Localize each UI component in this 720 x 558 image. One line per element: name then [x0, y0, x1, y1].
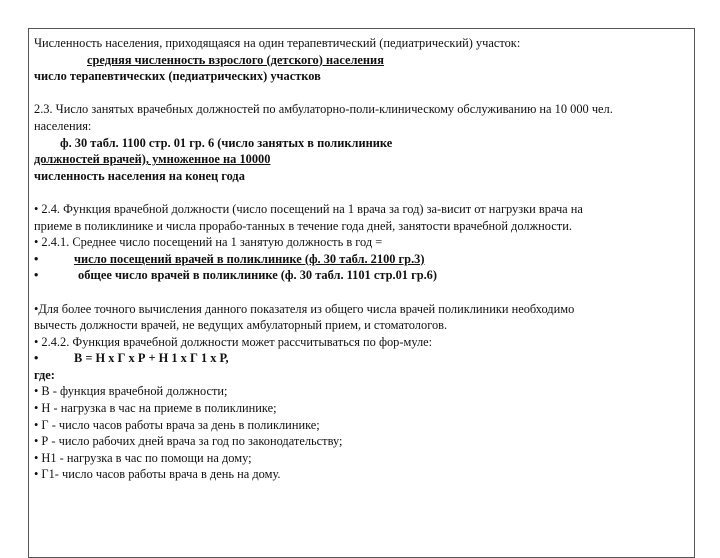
paragraph-note-cont: вычесть должности врачей, не ведущих амбулаторный прием, и стоматологов.: [34, 318, 448, 333]
fraction-denominator: число терапевтических (педиатрических) участков: [34, 69, 321, 84]
formula-numerator-cont: [34, 151, 689, 168]
formula-2-4-1-denominator-row: [34, 267, 689, 284]
formula-2-4-2: В = Н х Г х Р + Н 1 х Г 1 х Р,: [74, 351, 229, 366]
formula-numerator-cont-text: должностей врачей), умноженное на 10000: [34, 152, 271, 167]
formula-2-4-1-numerator-row: [34, 251, 689, 268]
paragraph-2-3-cont: населения:: [34, 118, 92, 133]
fraction-numerator: средняя численность взрослого (детского) населения: [87, 52, 384, 67]
bullet: •: [34, 351, 39, 366]
where-label: где:: [34, 367, 55, 382]
definition-item: • Г1- число часов работы врача в день на дому.: [34, 467, 281, 482]
formula-2-4-1-denominator: общее число врачей в поликлинике (ф. 30 табл. 1101 стр.01 гр.6): [78, 268, 438, 283]
formula-2-4-1-numerator: число посещений врачей в поликлинике (ф. 30 табл. 2100 гр.3): [74, 251, 425, 266]
formula-2-4-2-row: [34, 350, 689, 367]
paragraph-2-4-1: • 2.4.1. Среднее число посещений на 1 занятую должность в год =: [34, 235, 383, 250]
formula-numerator: ф. 30 табл. 1100 стр. 01 гр. 6 (число занятых в поликлинике: [60, 135, 393, 150]
definition-item: • Н - нагрузка в час на приеме в поликлинике;: [34, 401, 277, 416]
definition-item: • Н1 - нагрузка в час по помощи на дому;: [34, 450, 252, 465]
paragraph-note: •Для более точного вычисления данного показателя из общего числа врачей поликлиники необходимо: [34, 301, 575, 316]
definition-item: • Р - число рабочих дней врача за год по законодательству;: [34, 434, 343, 449]
paragraph-2-4: • 2.4. Функция врачебной должности (число посещений на 1 врача за год) за-висит от нагрузки врача на: [34, 201, 583, 216]
paragraph-2-4-2: • 2.4.2. Функция врачебной должности может рассчитываться по фор-муле:: [34, 334, 433, 349]
document-frame: [28, 28, 695, 558]
document-body: [34, 35, 689, 483]
paragraph-2-3: 2.3. Число занятых врачебных должностей по амбулаторно-поли-клиническому обслуживанию на 10 000 чел.: [34, 102, 613, 117]
paragraph-2-4-cont: приеме в поликлинике и числа прорабо-танных в течение года дней, занятости врачебной должности.: [34, 218, 572, 233]
bullet: •: [34, 251, 39, 266]
definition-item: • В - функция врачебной должности;: [34, 384, 228, 399]
definition-item: • Г - число часов работы врача за день в поликлинике;: [34, 417, 320, 432]
section-heading: Численность населения, приходящаяся на один терапевтический (педиатрический) участок:: [34, 36, 521, 50]
formula-denominator: численность населения на конец года: [34, 168, 245, 183]
bullet: •: [34, 268, 39, 283]
